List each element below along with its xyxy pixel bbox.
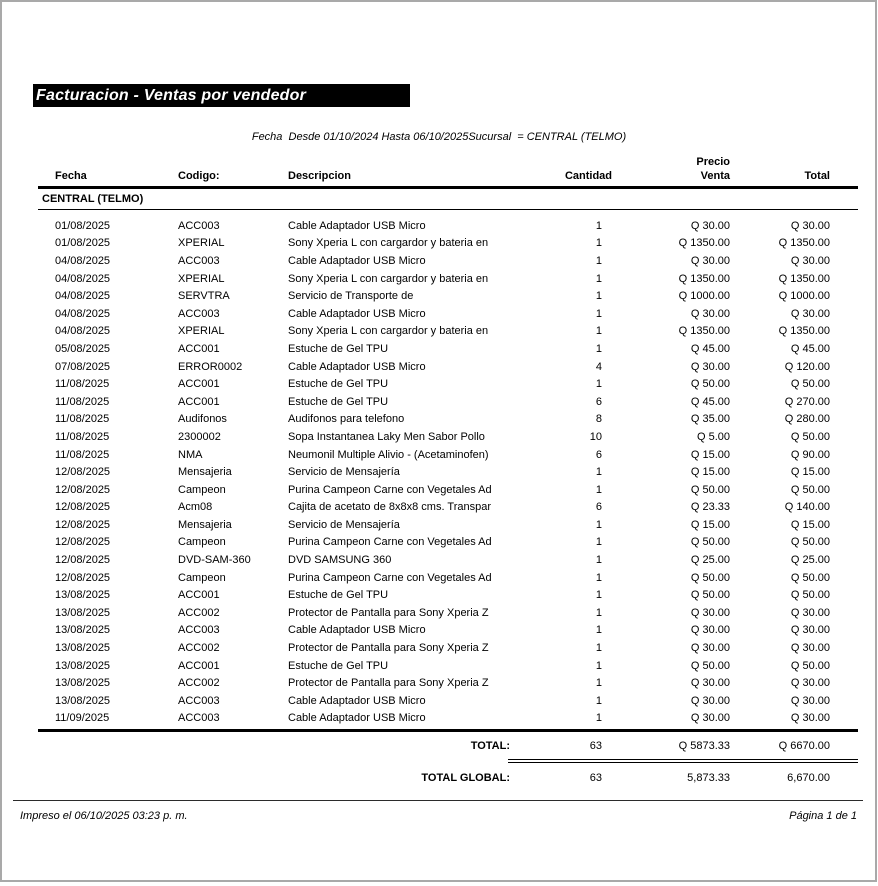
cell-venta: Q 1000.00 [678,290,730,303]
cell-total: Q 280.00 [784,413,830,426]
cell-codigo: Campeon [178,536,226,549]
table-row [38,639,858,657]
cell-venta: Q 15.00 [690,466,730,479]
cell-cantidad: 1 [595,342,602,355]
table-row [38,428,858,446]
group-header: CENTRAL (TELMO) [38,189,858,210]
cell-codigo: NMA [178,448,203,461]
cell-descripcion: Cable Adaptador USB Micro [288,712,426,725]
table-row [38,499,858,517]
cell-fecha: 05/08/2025 [55,342,111,355]
cell-total: Q 50.00 [790,589,830,602]
total-venta: Q 5873.33 [678,739,730,752]
cell-fecha: 11/08/2025 [55,378,110,391]
table-row [38,516,858,534]
cell-venta: Q 30.00 [690,219,730,232]
cell-codigo: ACC003 [178,254,220,267]
report-title: Facturacion - Ventas por vendedor [36,86,307,104]
cell-cantidad: 1 [595,254,602,267]
cell-venta: Q 15.00 [690,448,730,461]
cell-fecha: 13/08/2025 [55,642,111,655]
column-header-codigo: Codigo: [178,170,220,182]
cell-total: Q 25.00 [790,554,830,567]
cell-venta: Q 30.00 [690,307,730,320]
table-row [38,446,858,464]
total-global-total: 6,670.00 [787,771,830,784]
cell-total: Q 30.00 [790,307,830,320]
cell-cantidad: 1 [595,536,602,549]
cell-total: Q 30.00 [790,624,830,637]
cell-total: Q 1350.00 [778,237,830,250]
cell-cantidad: 1 [595,237,602,250]
cell-codigo: ACC001 [178,342,220,355]
cell-codigo: ACC003 [178,624,220,637]
cell-venta: Q 30.00 [690,254,730,267]
table-row [38,305,858,323]
cell-fecha: 13/08/2025 [55,694,111,707]
cell-fecha: 11/09/2025 [55,712,110,725]
cell-venta: Q 30.00 [690,642,730,655]
cell-fecha: 12/08/2025 [55,466,111,479]
table-row [38,393,858,411]
cell-fecha: 11/08/2025 [55,413,110,426]
cell-cantidad: 6 [595,395,602,408]
cell-descripcion: Audifonos para telefono [288,413,405,426]
cell-cantidad: 1 [595,571,602,584]
cell-fecha: 11/08/2025 [55,448,110,461]
cell-cantidad: 6 [595,448,602,461]
cell-codigo: Audifonos [178,413,227,426]
totals-row [38,732,858,759]
cell-descripcion: Estuche de Gel TPU [288,342,389,355]
table-row [38,692,858,710]
cell-fecha: 12/08/2025 [55,501,111,514]
cell-descripcion: Sony Xperia L con cargardor y bateria en [288,237,489,250]
cell-total: Q 140.00 [784,501,830,514]
cell-venta: Q 23.33 [690,501,730,514]
cell-total: Q 30.00 [790,712,830,725]
cell-fecha: 12/08/2025 [55,483,111,496]
cell-codigo: Mensajeria [178,518,232,531]
cell-codigo: ACC001 [178,659,220,672]
cell-descripcion: Cable Adaptador USB Micro [288,307,426,320]
cell-descripcion: Sopa Instantanea Laky Men Sabor Pollo [288,430,485,443]
total-cantidad: 63 [589,739,602,752]
total-label: TOTAL: [470,739,510,752]
column-header-precio-venta [612,155,730,183]
report-table [38,155,858,791]
cell-descripcion: Protector de Pantalla para Sony Xperia Z [288,642,489,655]
cell-codigo: ACC002 [178,606,220,619]
cell-descripcion: Purina Campeon Carne con Vegetales Ad [288,571,492,584]
total-global-venta: 5,873.33 [687,771,730,784]
column-header-fecha: Fecha [55,170,87,182]
cell-total: Q 50.00 [790,571,830,584]
cell-cantidad: 1 [595,518,602,531]
cell-descripcion: Servicio de Mensajería [288,518,400,531]
cell-descripcion: Protector de Pantalla para Sony Xperia Z [288,677,489,690]
cell-total: Q 15.00 [790,518,830,531]
table-row [38,586,858,604]
cell-cantidad: 1 [595,378,602,391]
cell-codigo: XPERIAL [178,237,225,250]
table-row [38,340,858,358]
cell-cantidad: 1 [595,606,602,619]
cell-fecha: 13/08/2025 [55,589,111,602]
cell-cantidad: 1 [595,642,602,655]
filter-line: Fecha Desde 01/10/2024 Hasta 06/10/2025Sucursal = CENTRAL (TELMO) [251,131,627,143]
cell-venta: Q 5.00 [696,430,730,443]
cell-venta: Q 50.00 [690,659,730,672]
table-row [38,604,858,622]
table-row [38,463,858,481]
cell-fecha: 01/08/2025 [55,219,111,232]
total-global-label: TOTAL GLOBAL: [421,771,510,784]
cell-total: Q 30.00 [790,254,830,267]
totals-global-row [38,764,858,791]
cell-codigo: XPERIAL [178,272,225,285]
cell-codigo: ACC001 [178,395,220,408]
cell-descripcion: Servicio de Transporte de [288,290,414,303]
cell-venta: Q 30.00 [690,677,730,690]
cell-cantidad: 1 [595,677,602,690]
cell-total: Q 270.00 [784,395,830,408]
cell-descripcion: Estuche de Gel TPU [288,378,389,391]
cell-codigo: DVD-SAM-360 [178,554,251,567]
cell-cantidad: 4 [595,360,602,373]
table-row [38,252,858,270]
table-row [38,622,858,640]
cell-total: Q 120.00 [784,360,830,373]
cell-venta: Q 45.00 [690,342,730,355]
cell-total: Q 50.00 [790,430,830,443]
cell-fecha: 13/08/2025 [55,659,111,672]
cell-cantidad: 1 [595,272,602,285]
cell-cantidad: 8 [595,413,602,426]
cell-descripcion: Servicio de Mensajería [288,466,400,479]
cell-fecha: 13/08/2025 [55,606,111,619]
cell-codigo: ACC003 [178,307,220,320]
cell-cantidad: 1 [595,325,602,338]
page-number: Página 1 de 1 [789,810,857,822]
table-row [38,270,858,288]
cell-venta: Q 50.00 [690,536,730,549]
cell-codigo: ACC003 [178,219,220,232]
cell-descripcion: Cable Adaptador USB Micro [288,219,426,232]
cell-venta: Q 35.00 [690,413,730,426]
cell-cantidad: 1 [595,712,602,725]
cell-cantidad: 1 [595,659,602,672]
cell-fecha: 04/08/2025 [55,290,111,303]
table-row [38,551,858,569]
table-row [38,375,858,393]
cell-fecha: 11/08/2025 [55,395,110,408]
cell-codigo: 2300002 [178,430,221,443]
cell-descripcion: Cable Adaptador USB Micro [288,624,426,637]
column-header-total: Total [804,170,830,182]
cell-codigo: Campeon [178,483,226,496]
cell-venta: Q 25.00 [690,554,730,567]
cell-codigo: ERROR0002 [178,360,243,373]
cell-total: Q 1350.00 [778,325,830,338]
cell-descripcion: Neumonil Multiple Alivio - (Acetaminofen) [288,448,489,461]
cell-fecha: 12/08/2025 [55,536,111,549]
cell-total: Q 30.00 [790,694,830,707]
cell-codigo: ACC003 [178,712,220,725]
cell-descripcion: Sony Xperia L con cargardor y bateria en [288,325,489,338]
cell-total: Q 30.00 [790,642,830,655]
cell-descripcion: DVD SAMSUNG 360 [288,554,392,567]
cell-fecha: 13/08/2025 [55,624,111,637]
cell-cantidad: 1 [595,219,602,232]
cell-fecha: 04/08/2025 [55,325,111,338]
cell-total: Q 50.00 [790,659,830,672]
cell-descripcion: Purina Campeon Carne con Vegetales Ad [288,483,492,496]
cell-descripcion: Estuche de Gel TPU [288,659,389,672]
cell-venta: Q 30.00 [690,360,730,373]
cell-codigo: Campeon [178,571,226,584]
cell-total: Q 15.00 [790,466,830,479]
cell-fecha: 12/08/2025 [55,571,111,584]
column-header-precio-line1: Precio [696,156,730,168]
cell-venta: Q 50.00 [690,483,730,496]
table-row [38,569,858,587]
double-rule [508,759,858,763]
cell-codigo: Mensajeria [178,466,232,479]
cell-codigo: ACC001 [178,378,220,391]
total-global-cantidad: 63 [589,771,602,784]
column-header-precio-line2: Venta [700,170,730,182]
cell-fecha: 04/08/2025 [55,272,111,285]
cell-cantidad: 1 [595,589,602,602]
report-rows [38,210,858,727]
cell-codigo: Acm08 [178,501,213,514]
table-row [38,358,858,376]
footer-rule [13,800,863,801]
cell-cantidad: 1 [595,307,602,320]
table-row [38,657,858,675]
cell-venta: Q 50.00 [690,571,730,584]
cell-fecha: 04/08/2025 [55,254,111,267]
cell-cantidad: 1 [595,694,602,707]
cell-descripcion: Sony Xperia L con cargardor y bateria en [288,272,489,285]
cell-codigo: SERVTRA [178,290,230,303]
printed-timestamp: Impreso el 06/10/2025 03:23 p. m. [20,810,188,822]
table-header-row [38,155,858,189]
cell-venta: Q 30.00 [690,694,730,707]
cell-venta: Q 30.00 [690,624,730,637]
cell-fecha: 04/08/2025 [55,307,111,320]
cell-total: Q 1350.00 [778,272,830,285]
cell-venta: Q 1350.00 [678,237,730,250]
cell-total: Q 50.00 [790,378,830,391]
cell-cantidad: 1 [595,466,602,479]
cell-cantidad: 1 [595,483,602,496]
cell-venta: Q 50.00 [690,378,730,391]
cell-fecha: 11/08/2025 [55,430,110,443]
cell-total: Q 50.00 [790,536,830,549]
cell-codigo: ACC002 [178,642,220,655]
cell-descripcion: Purina Campeon Carne con Vegetales Ad [288,536,492,549]
cell-descripcion: Estuche de Gel TPU [288,395,389,408]
cell-codigo: XPERIAL [178,325,225,338]
table-row [38,411,858,429]
cell-total: Q 50.00 [790,483,830,496]
table-row [38,710,858,728]
cell-descripcion: Cajita de acetato de 8x8x8 cms. Transpar [288,501,491,514]
cell-cantidad: 6 [595,501,602,514]
cell-codigo: ACC002 [178,677,220,690]
cell-venta: Q 1350.00 [678,325,730,338]
cell-codigo: ACC003 [178,694,220,707]
table-row [38,674,858,692]
total-total: Q 6670.00 [778,739,830,752]
cell-total: Q 45.00 [790,342,830,355]
cell-cantidad: 1 [595,290,602,303]
table-row [38,217,858,235]
cell-total: Q 1000.00 [778,290,830,303]
cell-fecha: 01/08/2025 [55,237,111,250]
table-row [38,323,858,341]
cell-cantidad: 1 [595,624,602,637]
cell-cantidad: 10 [589,430,602,443]
cell-venta: Q 1350.00 [678,272,730,285]
cell-fecha: 07/08/2025 [55,360,111,373]
cell-descripcion: Cable Adaptador USB Micro [288,254,426,267]
cell-descripcion: Estuche de Gel TPU [288,589,389,602]
table-row [38,534,858,552]
cell-venta: Q 15.00 [690,518,730,531]
table-row [38,235,858,253]
cell-total: Q 30.00 [790,219,830,232]
report-title-bar [33,84,410,107]
table-row [38,287,858,305]
column-header-cantidad: Cantidad [564,170,612,182]
cell-total: Q 30.00 [790,677,830,690]
cell-fecha: 13/08/2025 [55,677,111,690]
cell-descripcion: Protector de Pantalla para Sony Xperia Z [288,606,489,619]
cell-cantidad: 1 [595,554,602,567]
cell-fecha: 12/08/2025 [55,554,111,567]
cell-descripcion: Cable Adaptador USB Micro [288,694,426,707]
cell-venta: Q 30.00 [690,712,730,725]
column-header-descripcion: Descripcion [288,170,351,182]
cell-total: Q 90.00 [790,448,830,461]
cell-descripcion: Cable Adaptador USB Micro [288,360,426,373]
cell-codigo: ACC001 [178,589,220,602]
cell-venta: Q 45.00 [690,395,730,408]
cell-fecha: 12/08/2025 [55,518,111,531]
cell-venta: Q 30.00 [690,606,730,619]
cell-total: Q 30.00 [790,606,830,619]
table-row [38,481,858,499]
cell-venta: Q 50.00 [690,589,730,602]
